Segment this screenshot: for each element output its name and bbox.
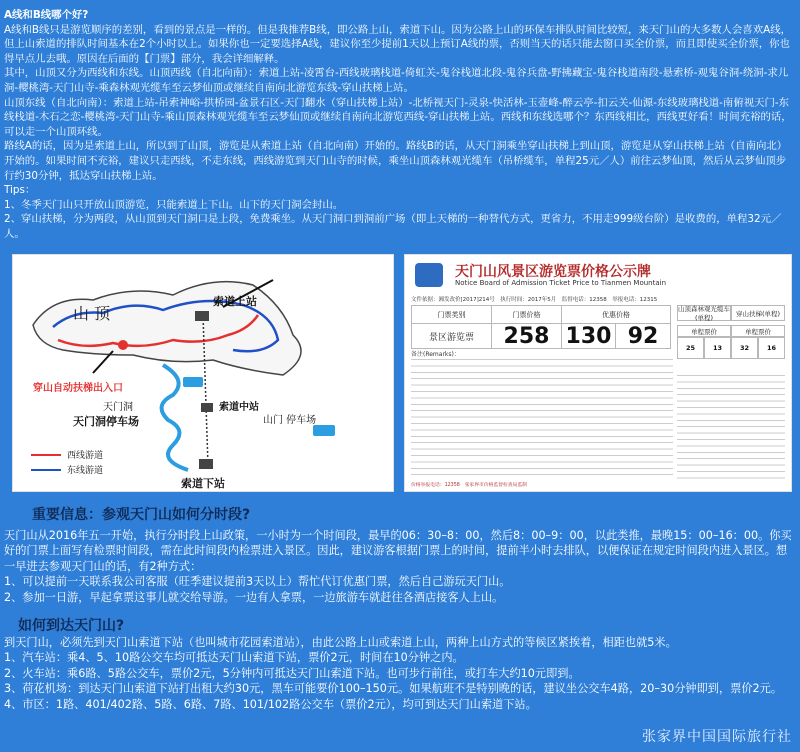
info-paragraph: 到天门山，必须先到天门山索道下站（也叫城市花园索道站），由此公路上山或索道上山，两种上山方式的等候区紧挨着，相距也就5米。 bbox=[4, 636, 677, 650]
lower-station-marker bbox=[199, 459, 213, 469]
remarks-text-block bbox=[411, 359, 673, 477]
cable-car-pref-price: 13 bbox=[704, 337, 731, 359]
bus-icon bbox=[183, 377, 203, 387]
single-fare-label: 单程票价 bbox=[677, 325, 731, 337]
parking-lot-label: 天门洞停车场 bbox=[73, 415, 139, 428]
escalator-marker bbox=[118, 340, 128, 350]
side-notes-block bbox=[677, 375, 785, 483]
intro-paragraph: A线和B线只是游览顺序的差别，看到的景点是一样的。但是我推荐B线，即公路上山，索道下山。因为公路上山的环保车排队时间比较短，来天门山的大多数人会喜欢A线，但上山索道的排队时间基本在2个小时以上。如果你也一定要选择A线，建议你至少提前1天以上预订A线的票，否则当天的话只能去窗口买全价票，而且即使买全价票，你也得早点儿去哦。原因在后面的【门票】部分，我会详细解释。 bbox=[4, 23, 791, 65]
info-paragraph: 2、火车站：乘6路、5路公交车，票价2元，5分钟内可抵达天门山索道下站。也可步行前往，或打车大约10元即到。 bbox=[4, 666, 580, 680]
info-paragraph: 3、荷花机场：到达天门山索道下站打出租大约30元，黑车可能要价100–150元。如果航班不是特别晚的话，建议坐公交车4路，20–30分钟即到，票价2元。 bbox=[4, 682, 783, 696]
info-paragraph: 1、汽车站：乘4、5、10路公交车均可抵达天门山索道下站，票价2元，时间在10分钟之内。 bbox=[4, 651, 464, 665]
full-price-cell: 258 bbox=[492, 324, 562, 348]
bus-icon bbox=[313, 425, 335, 436]
info-paragraph: 1、可以提前一天联系我公司客服（旺季建议提前3天以上）帮忙代订优惠门票，然后自己游玩天门山。 bbox=[4, 575, 511, 589]
info-paragraph: 天门山从2016年五一开始，执行分时段上山政策，一小时为一个时间段，最早的06：30–8：00，然后8：00–9：00，以此类推，最晚15：00–16：00。你买好的门票上面写有检票时间段，需在此时间段内检票进入景区。因此，建议游客根据门票上的时间，提前半小时去排队，以便保证在规定时间段内进入景区。想一早进去参观天门山的话，有2种方式： bbox=[4, 529, 792, 573]
intro-heading: A线和B线哪个好? bbox=[4, 9, 89, 21]
tip-item: 1、冬季天门山只开放山顶游览，只能索道上下山。山下的天门洞会封山。 bbox=[4, 198, 344, 211]
escalator-label: 穿山自动扶梯出入口 bbox=[33, 383, 123, 394]
cable-car-price: 25 bbox=[677, 337, 704, 359]
escalator-pref-price: 16 bbox=[758, 337, 785, 359]
ticket-name-cell: 景区游览票 bbox=[412, 324, 492, 348]
tip-item: 2、穿山扶梯，分为两段，从山顶到天门洞口是上段，免费乘坐。从天门洞口到洞前广场（即上天梯的一种替代方式，更省力，不用走999级台阶）是收费的，单程32元／人。 bbox=[4, 213, 782, 240]
peak-label: 山 顶 bbox=[73, 304, 111, 323]
intro-paragraph: 山顶东线（自北向南）：索道上站-吊索神峪-拱桥园-盆景石区-天门翻水（穿山扶梯上站）-北桥视天门-灵泉-快活林-玉壶峰-醉云亭-扣云关-仙源-东线玻璃栈道-南俯视天门-东线栈道-木石之恋-樱桃湾-天门山寺-乘山顶森林观光缆车至云梦仙顶或继续自南向北游览西线-穿山扶梯上站。西线和东线选哪个？东西线相比，西线更好看！时间充裕的话，可以走一个山顶环线。 bbox=[4, 96, 792, 138]
route-map bbox=[12, 254, 394, 492]
transport-title: 如何到达天门山? bbox=[18, 618, 125, 635]
remarks-label: 备注(Remarks)： bbox=[411, 351, 460, 358]
legend-east-label: 东线游道 bbox=[67, 466, 104, 476]
mid-station-marker bbox=[201, 403, 213, 412]
intro-section bbox=[0, 0, 800, 248]
upper-station-marker bbox=[195, 311, 209, 321]
route-map-svg bbox=[13, 255, 393, 491]
escalator-price: 32 bbox=[731, 337, 758, 359]
price-table bbox=[411, 305, 671, 349]
escalator-header: 穿山扶梯(单程) bbox=[731, 305, 785, 321]
tianmen-logo-icon bbox=[415, 263, 443, 287]
mountain-outline bbox=[33, 282, 301, 375]
foot-parking-label: 山门 停车场 bbox=[263, 415, 317, 426]
intro-paragraph: 路线A的话，因为是索道上山，所以到了山顶，游览是从索道上站（自北向南）开始的。路线B的话，从天门洞乘坐穿山扶梯上到山顶，游览是从穿山扶梯上站（自南向北）开始的。如果时间不充裕，建议只走西线，不走东线，西线游览到天门山寺的时候，乘坐山顶森林观光缆车（吊桥缆车，单程25元／人）前往云梦仙顶，然后从云梦仙顶步行约30分钟，抵达穿山扶梯上站。 bbox=[4, 140, 788, 182]
board-subtitle: Notice Board of Admission Ticket Price to Tianmen Mountain bbox=[455, 279, 667, 287]
table-header-pref: 优惠价格 bbox=[562, 306, 670, 324]
cable-car-header: 山顶森林观光缆车(单程) bbox=[678, 305, 730, 322]
legend-west-label: 西线游道 bbox=[67, 451, 104, 461]
pref-price-cell: 130 bbox=[562, 324, 616, 348]
brand-watermark: 张家界中国国际旅行社 bbox=[642, 729, 792, 745]
lower-station-label: 索道下站 bbox=[181, 477, 225, 490]
pref-price-cell: 92 bbox=[627, 323, 659, 349]
cave-label: 天门洞 bbox=[103, 402, 133, 413]
tips-heading: Tips： bbox=[4, 184, 36, 197]
price-board bbox=[404, 254, 792, 492]
board-meta: 文件依据：湘发改价[2017]214号 执行时间：2017年5月 监督电话：12358 举报电话：12315 bbox=[411, 297, 658, 303]
board-header bbox=[405, 255, 791, 295]
info-paragraph: 4、市区：1路、401/402路、5路、6路、7路、101/102路公交车（票价2元），均可到达天门山索道下站。 bbox=[4, 697, 537, 711]
info-paragraph: 2、参加一日游，早起拿票这事儿就交给导游。一边有人拿票，一边旅游车就赶往各酒店接客人上山。 bbox=[4, 590, 504, 604]
upper-station-label: 索道上站 bbox=[213, 295, 257, 308]
extra-ticket-table bbox=[677, 305, 785, 371]
table-header-type: 门票类别 bbox=[412, 306, 492, 324]
info-section bbox=[0, 502, 800, 752]
single-fare-label: 单程票价 bbox=[731, 325, 785, 337]
timeslot-title: 重要信息：参观天门山如何分时段? bbox=[32, 507, 251, 523]
board-footer: 价格举报电话：12358 张家界市价格监督检查局监制 bbox=[411, 483, 527, 488]
table-header-price: 门票价格 bbox=[492, 306, 562, 324]
intro-paragraph: 其中，山顶又分为西线和东线。山顶西线（自北向南）：索道上站-凌霄台-西线玻璃栈道-倚虹关-鬼谷栈道北段-鬼谷兵盘-野拂藏宝-鬼谷栈道南段-悬索桥-观鬼谷洞-绕洞-求儿洞-樱桃湾-天门山寺-乘森林观光缆车至云梦仙顶或继续自南向北游览东线-穿山扶梯上站。 bbox=[4, 67, 789, 94]
mid-station-label: 索道中站 bbox=[219, 402, 259, 413]
board-title: 天门山风景区游览票价格公示牌 bbox=[455, 264, 651, 280]
